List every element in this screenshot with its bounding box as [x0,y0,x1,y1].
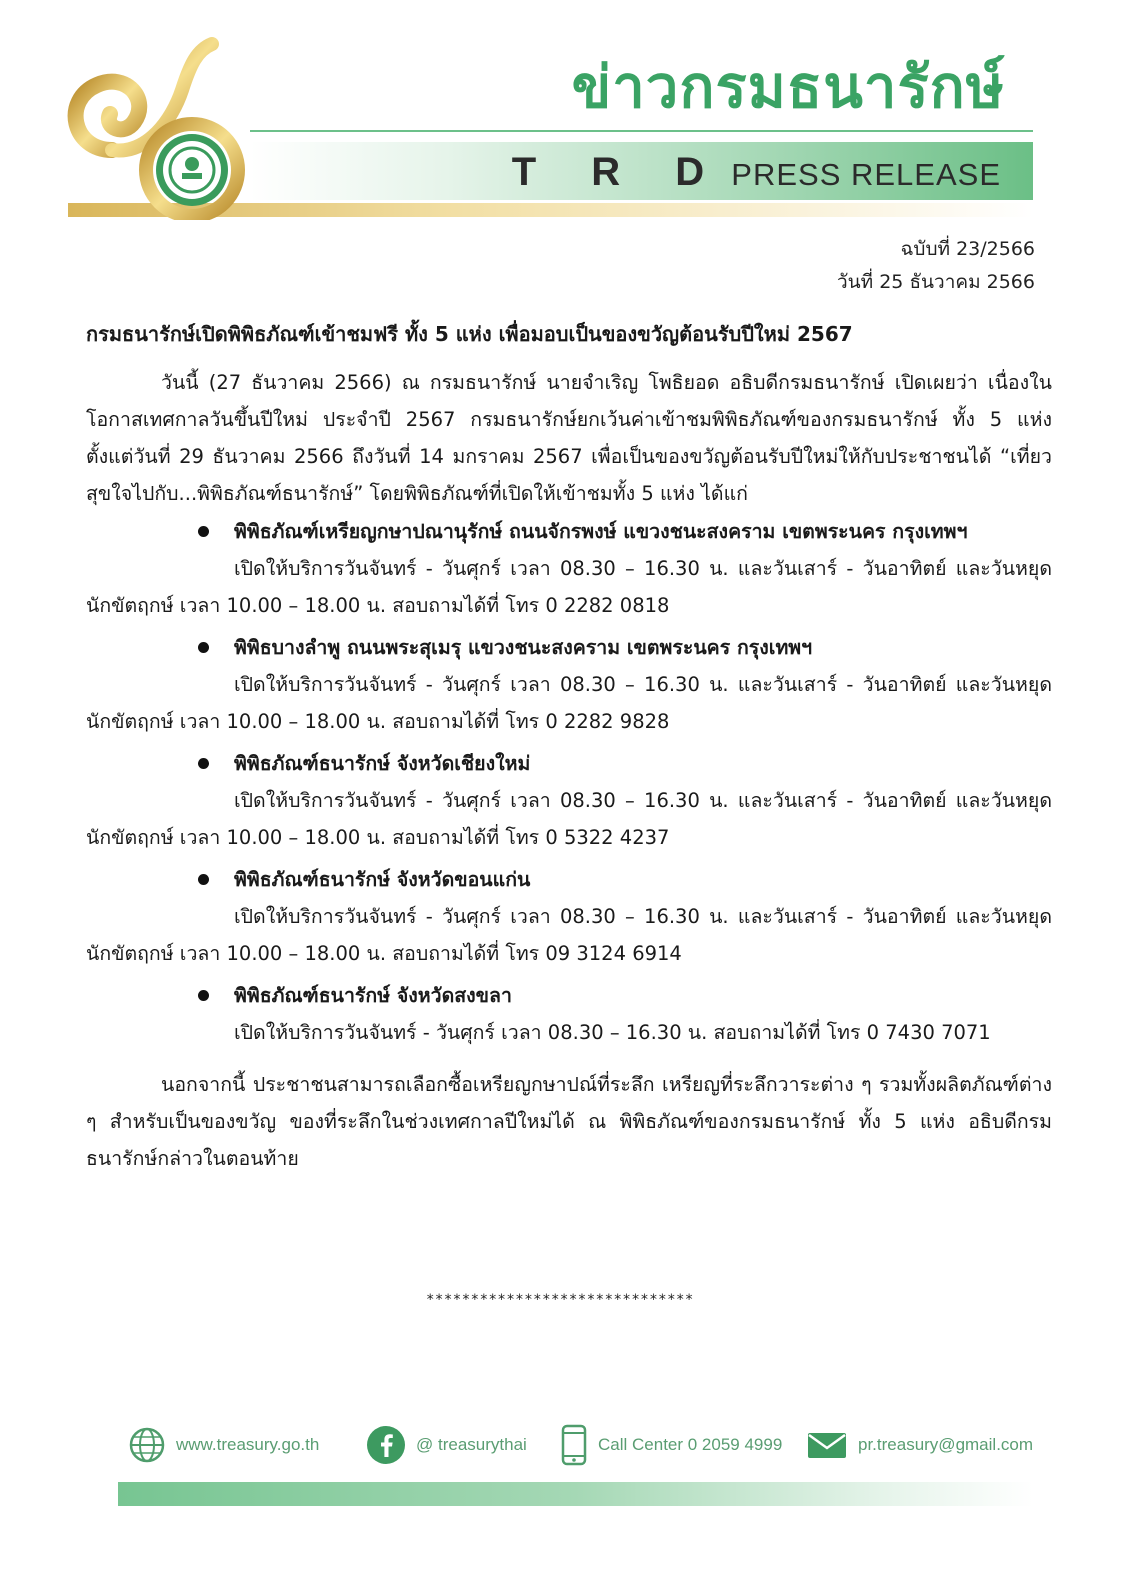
footer-website[interactable] [128,1425,319,1465]
facebook-handle[interactable]: @ treasurythai [416,1435,527,1454]
venue-hours: เปิดให้บริการวันจันทร์ - วันศุกร์ เวลา 08.30 – 16.30 น. และวันเสาร์ - วันอาทิตย์ และวันหยุดนักขัตฤกษ์ เวลา 10.00 – 18.00 น. สอบถามได้ที่ โทร 0 2282 9828 [86,673,1052,733]
venue-hours: เปิดให้บริการวันจันทร์ - วันศุกร์ เวลา 08.30 – 16.30 น. สอบถามได้ที่ โทร 0 7430 7071 [234,1021,991,1044]
intro-paragraph: วันนี้ (27 ธันวาคม 2566) ณ กรมธนารักษ์ นายจำเริญ โพธิยอด อธิบดีกรมธนารักษ์ เปิดเผยว่า เนื่องในโอกาสเทศกาลวันขึ้นปีใหม่ ประจำปี 2567 กรมธนารักษ์ยกเว้นค่าเข้าชมพิพิธภัณฑ์ของกรมธนารักษ์ ทั้ง 5 แห่ง ตั้งแต่วันที่ 29 ธันวาคม 2566 ถึงวันที่ 14 มกราคม 2567 เพื่อเป็นของขวัญต้อนรับปีใหม่ให้กับประชาชนได้ “เที่ยวสุขใจไปกับ...พิพิธภัณฑ์ธนารักษ์” โดยพิพิธภัณฑ์ที่เปิดให้เข้าชมทั้ง 5 แห่ง ได้แก่ [86,371,1052,505]
globe-icon [128,1426,166,1464]
venue-item [86,629,1052,740]
bullet [198,990,209,1001]
footer-facebook[interactable] [366,1425,527,1465]
venue-hours: เปิดให้บริการวันจันทร์ - วันศุกร์ เวลา 08.30 – 16.30 น. และวันเสาร์ - วันอาทิตย์ และวันหยุดนักขัตฤกษ์ เวลา 10.00 – 18.00 น. สอบถามได้ที่ โทร 09 3124 6914 [86,905,1052,965]
venue-item [86,861,1052,972]
facebook-icon [366,1425,406,1465]
letterhead [0,0,1141,225]
bullet [198,526,209,537]
venue-name: พิพิธภัณฑ์ธนารักษ์ จังหวัดสงขลา [234,984,512,1007]
venue-item [86,977,1052,1051]
footer-green-band [118,1482,1033,1506]
trd-letters: T R D [511,150,727,194]
call-center-number[interactable]: Call Center 0 2059 4999 [598,1435,783,1454]
closing-paragraph: นอกจากนี้ ประชาชนสามารถเลือกซื้อเหรียญกษาปณ์ที่ระลึก เหรียญที่ระลึกวาระต่าง ๆ รวมทั้งผลิตภัณฑ์ต่าง ๆ สำหรับเป็นของขวัญ ของที่ระลึกในช่วงเทศกาลปีใหม่ได้ ณ พิพิธภัณฑ์ของกรมธนารักษ์ ทั้ง 5 แห่ง อธิบดีกรมธนารักษ์กล่าวในตอนท้าย [86,1073,1052,1170]
venue-item [86,513,1052,624]
headline: กรมธนารักษ์เปิดพิพิธภัณฑ์เข้าชมฟรี ทั้ง 5 แห่ง เพื่อมอบเป็นของขวัญต้อนรับปีใหม่ 2567 [86,322,853,346]
venue-name: พิพิธภัณฑ์ธนารักษ์ จังหวัดเชียงใหม่ [234,752,531,775]
venue-name: พิพิธบางลำพู ถนนพระสุเมรุ แขวงชนะสงคราม เขตพระนคร กรุงเทพฯ [234,636,813,659]
mail-icon [806,1429,848,1461]
venue-hours: เปิดให้บริการวันจันทร์ - วันศุกร์ เวลา 08.30 – 16.30 น. และวันเสาร์ - วันอาทิตย์ และวันหยุดนักขัตฤกษ์ เวลา 10.00 – 18.00 น. สอบถามได้ที่ โทร 0 2282 0818 [86,557,1052,617]
header-title: ข่าวกรมธนารักษ์ [571,53,1005,121]
venue-name: พิพิธภัณฑ์เหรียญกษาปณานุรักษ์ ถนนจักรพงษ์ แขวงชนะสงคราม เขตพระนคร กรุงเทพฯ [234,520,968,543]
footer-email[interactable] [806,1425,1033,1465]
issue-number: ฉบับที่ 23/2566 [900,238,1035,260]
venue-hours: เปิดให้บริการวันจันทร์ - วันศุกร์ เวลา 08.30 – 16.30 น. และวันเสาร์ - วันอาทิตย์ และวันหยุดนักขัตฤกษ์ เวลา 10.00 – 18.00 น. สอบถามได้ที่ โทร 0 5322 4237 [86,789,1052,849]
email-address[interactable]: pr.treasury@gmail.com [858,1435,1034,1454]
header-divider [250,130,1033,132]
treasury-logo [52,30,252,220]
footer-call-center[interactable] [560,1425,782,1465]
press-release-label [512,152,1001,192]
end-separator: ****************************** [426,1292,694,1308]
phone-icon [560,1424,588,1466]
bullet [198,642,209,653]
bullet [198,874,209,885]
website-link[interactable]: www.treasury.go.th [176,1435,320,1454]
bullet [198,758,209,769]
press-release-text: PRESS RELEASE [731,157,1001,192]
venue-item [86,745,1052,856]
issue-date: วันที่ 25 ธันวาคม 2566 [837,271,1035,293]
venue-name: พิพิธภัณฑ์ธนารักษ์ จังหวัดขอนแก่น [234,868,531,891]
footer [0,1410,1141,1490]
